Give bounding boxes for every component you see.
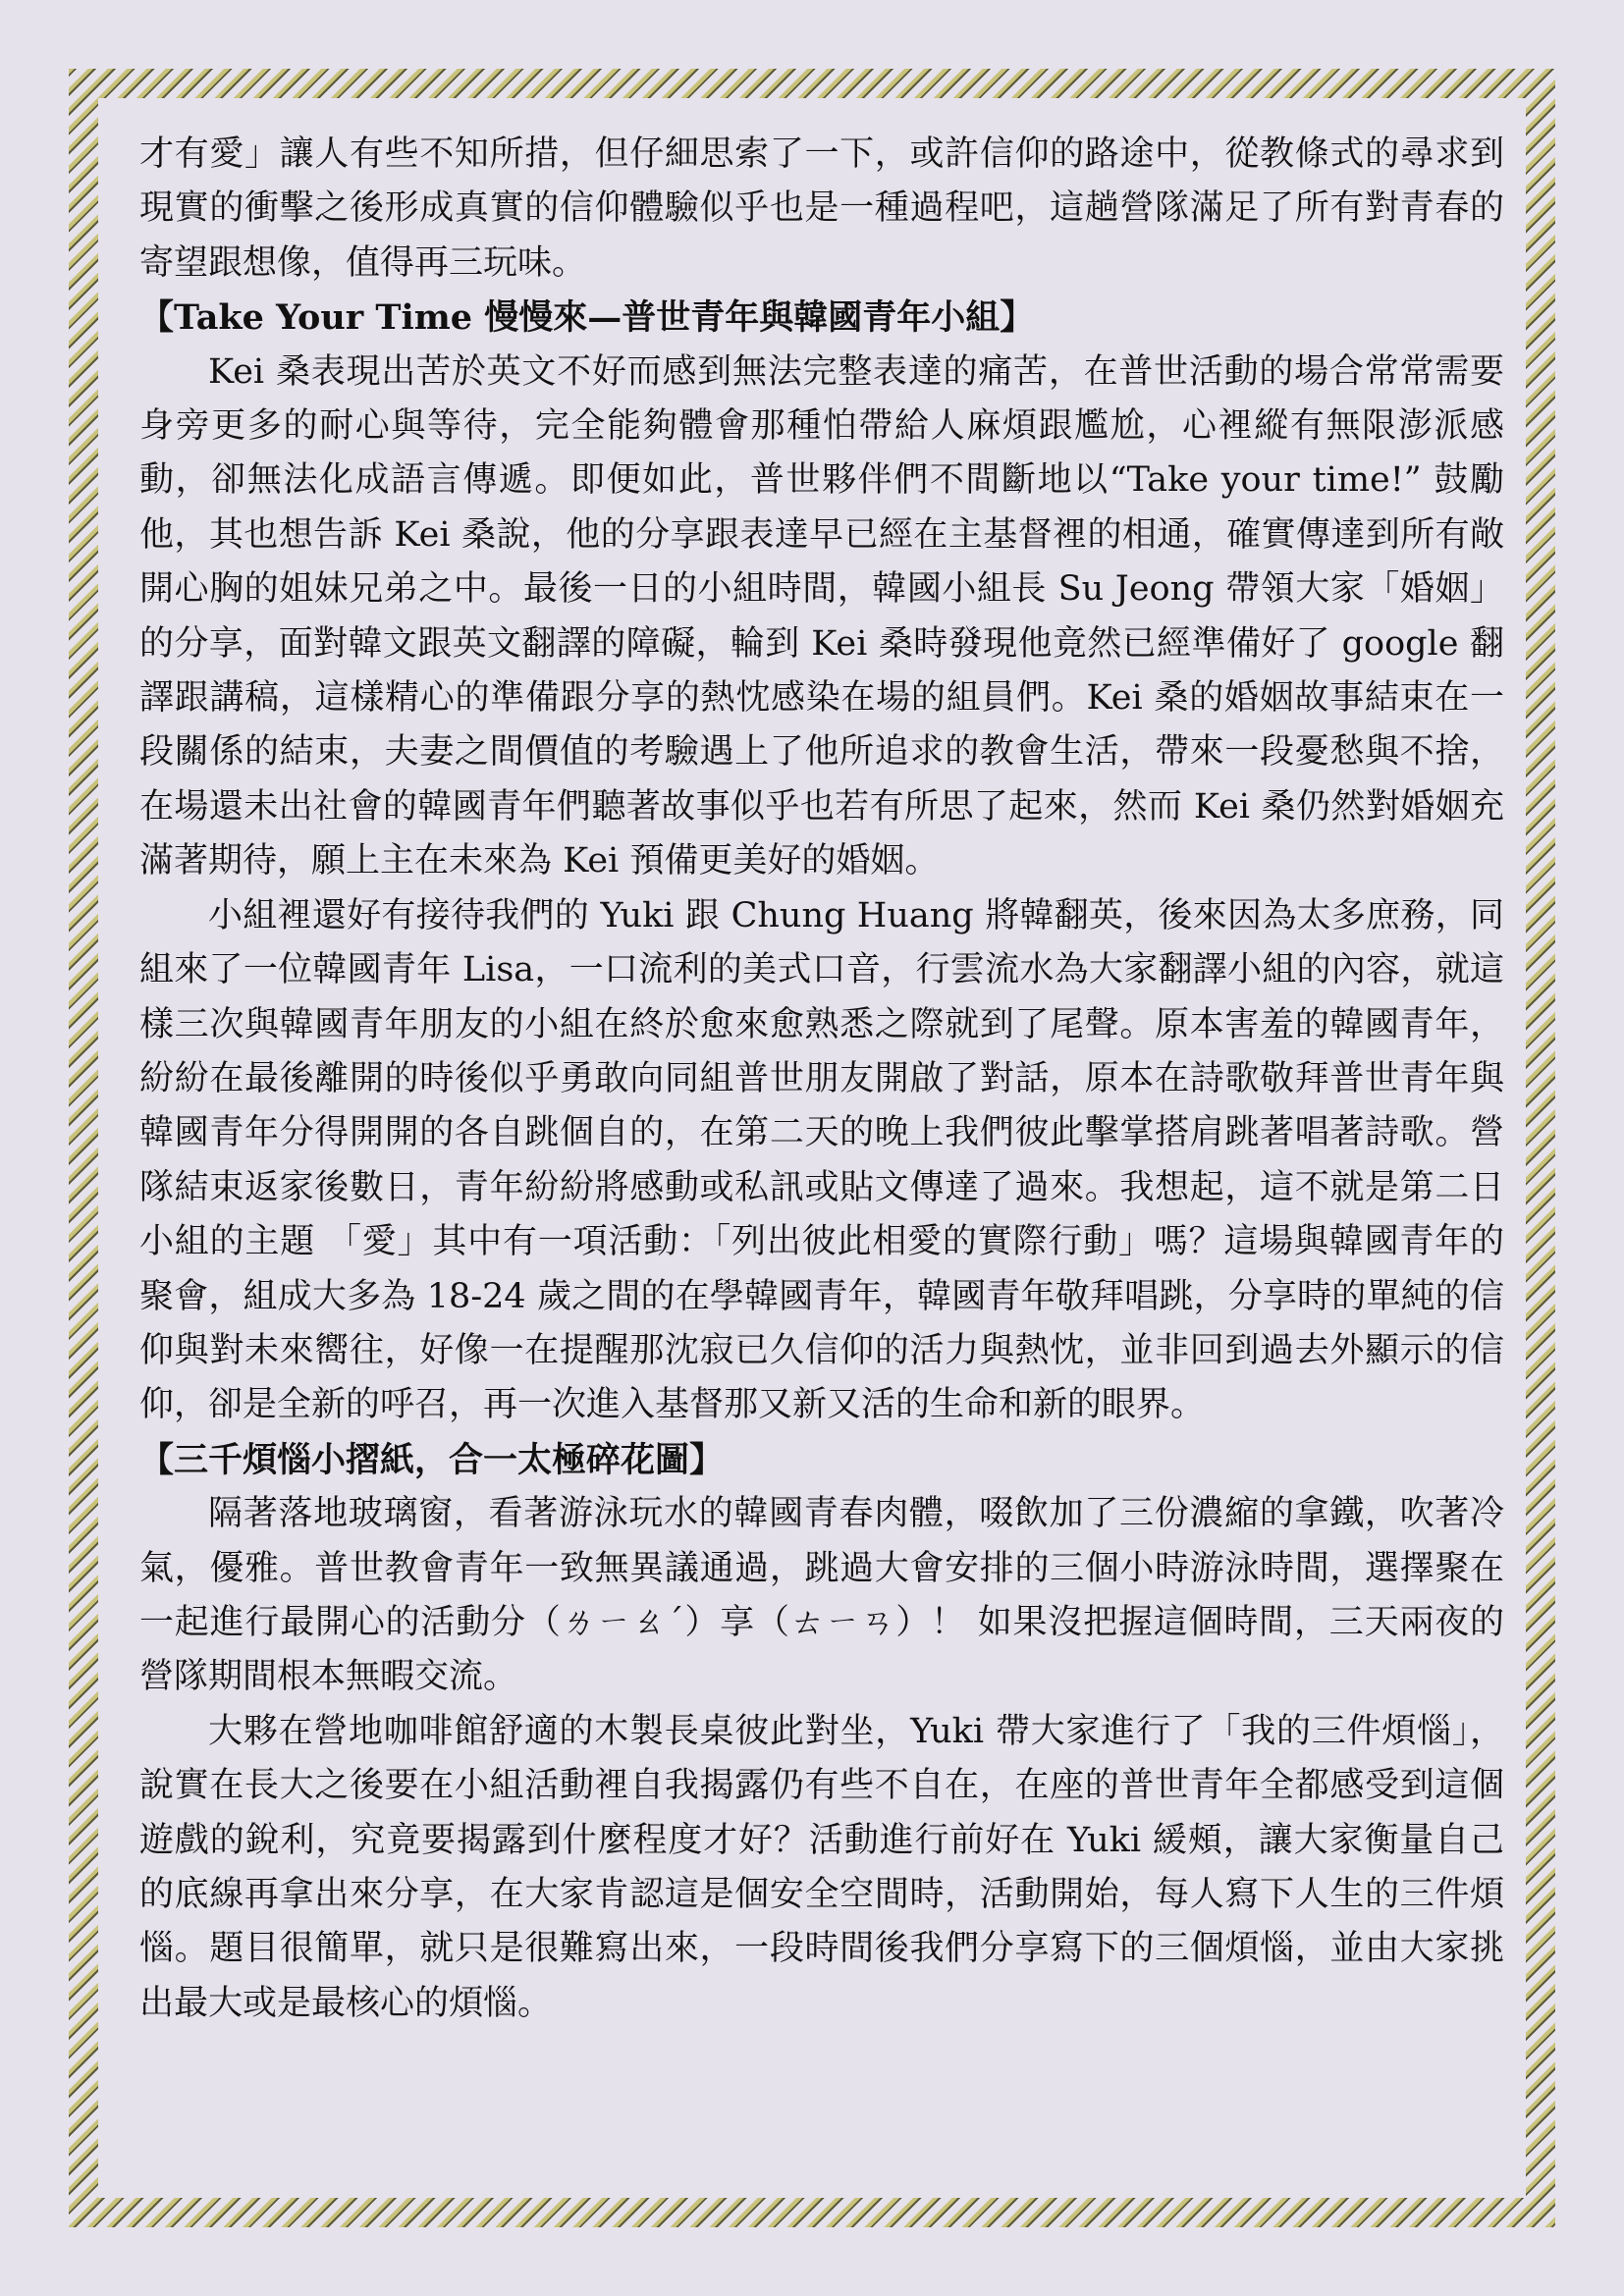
paragraph-small-group: 小組裡還好有接待我們的 Yuki 跟 Chung Huang 將韓翻英，後來因為太多庶務，同組來了一位韓國青年 Lisa，一口流利的美式口音，行雲流水為大家翻譯小組的內容，就這樣三次與韓國青年朋友的小組在終於愈來愈熟悉之際就到了尾聲。原本害羞的韓國青年，紛紛在最後離開的時後似乎勇敢向同組普世朋友開啟了對話，原本在詩歌敬拜普世青年與韓國青年分得開開的各自跳個自的，在第二天的晚上我們彼此擊掌搭肩跳著唱著詩歌。營隊結束返家後數日，青年紛紛將感動或私訊或貼文傳達了過來。我想起，這不就是第二日小組的主題 「愛」其中有一項活動：「列出彼此相愛的實際行動」嗎？這場與韓國青年的聚會，組成大多為 18-24 歲之間的在學韓國青年，韓國青年敬拜唱跳，分享時的單純的信仰與對未來嚮往，好像一在提醒那沈寂已久信仰的活力與熱忱，並非回到過去外顯示的信仰，卻是全新的呼召，再一次進入基督那又新又活的生命和新的眼界。: [139, 895, 1504, 1425]
section-heading-three-worries: 【三千煩惱小摺紙，合一太極碎花圖】: [139, 1439, 725, 1480]
paragraph-three-worries: 大夥在營地咖啡館舒適的木製長桌彼此對坐，Yuki 帶大家進行了「我的三件煩惱」，說實在長大之後要在小組活動裡自我揭露仍有些不自在，在座的普世青年全都感受到這個遊戲的銳利，究竟要揭露到什麼程度才好？活動進行前好在 Yuki 緩頰，讓大家衡量自己的底線再拿出來分享，在大家肯認這是個安全空間時，活動開始，每人寫下人生的三件煩惱。題目很簡單，就只是很難寫出來，一段時間後我們分享寫下的三個煩惱，並由大家挑出最大或是最核心的煩惱。: [139, 1711, 1504, 2023]
paragraph-cafe: 隔著落地玻璃窗，看著游泳玩水的韓國青春肉體，啜飲加了三份濃縮的拿鐵，吹著冷氣，優雅。普世教會青年一致無異議通過，跳過大會安排的三個小時游泳時間，選擇聚在一起進行最開心的活動分（ㄌㄧㄠˊ）享（ㄊㄧㄢ）！ 如果沒把握這個時間，三天兩夜的營隊期間根本無暇交流。: [139, 1494, 1504, 1697]
paragraph-kei: Kei 桑表現出苦於英文不好而感到無法完整表達的痛苦，在普世活動的場合常常需要身旁更多的耐心與等待，完全能夠體會那種怕帶給人麻煩跟尷尬，心裡縱有無限澎派感動，卻無法化成語言傳遞。即便如此，普世夥伴們不間斷地以“Take your time!” 鼓勵他，其也想告訴 Kei 桑說，他的分享跟表達早已經在主基督裡的相通，確實傳達到所有敞開心胸的姐妹兄弟之中。最後一日的小組時間，韓國小組長 Su Jeong 帶領大家「婚姻」的分享，面對韓文跟英文翻譯的障礙，輪到 Kei 桑時發現他竟然已經準備好了 google 翻譯跟講稿，這樣精心的準備跟分享的熱忱感染在場的組員們。Kei 桑的婚姻故事結束在一段關係的結束，夫妻之間價值的考驗遇上了他所追求的教會生活，帶來一段憂愁與不捨，在場還未出社會的韓國青年們聽著故事似乎也若有所思了起來，然而 Kei 桑仍然對婚姻充滿著期待，願上主在未來為 Kei 預備更美好的婚姻。: [139, 351, 1504, 881]
section-heading-take-your-time: 【Take Your Time 慢慢來—普世青年與韓國青年小組】: [139, 297, 1035, 339]
intro-paragraph: 才有愛」讓人有些不知所措，但仔細思索了一下，或許信仰的路途中，從教條式的尋求到現實的衝擊之後形成真實的信仰體驗似乎也是一種過程吧，這趟營隊滿足了所有對青春的寄望跟想像，值得再三玩味。: [139, 134, 1504, 283]
article-body: [139, 128, 1504, 2031]
